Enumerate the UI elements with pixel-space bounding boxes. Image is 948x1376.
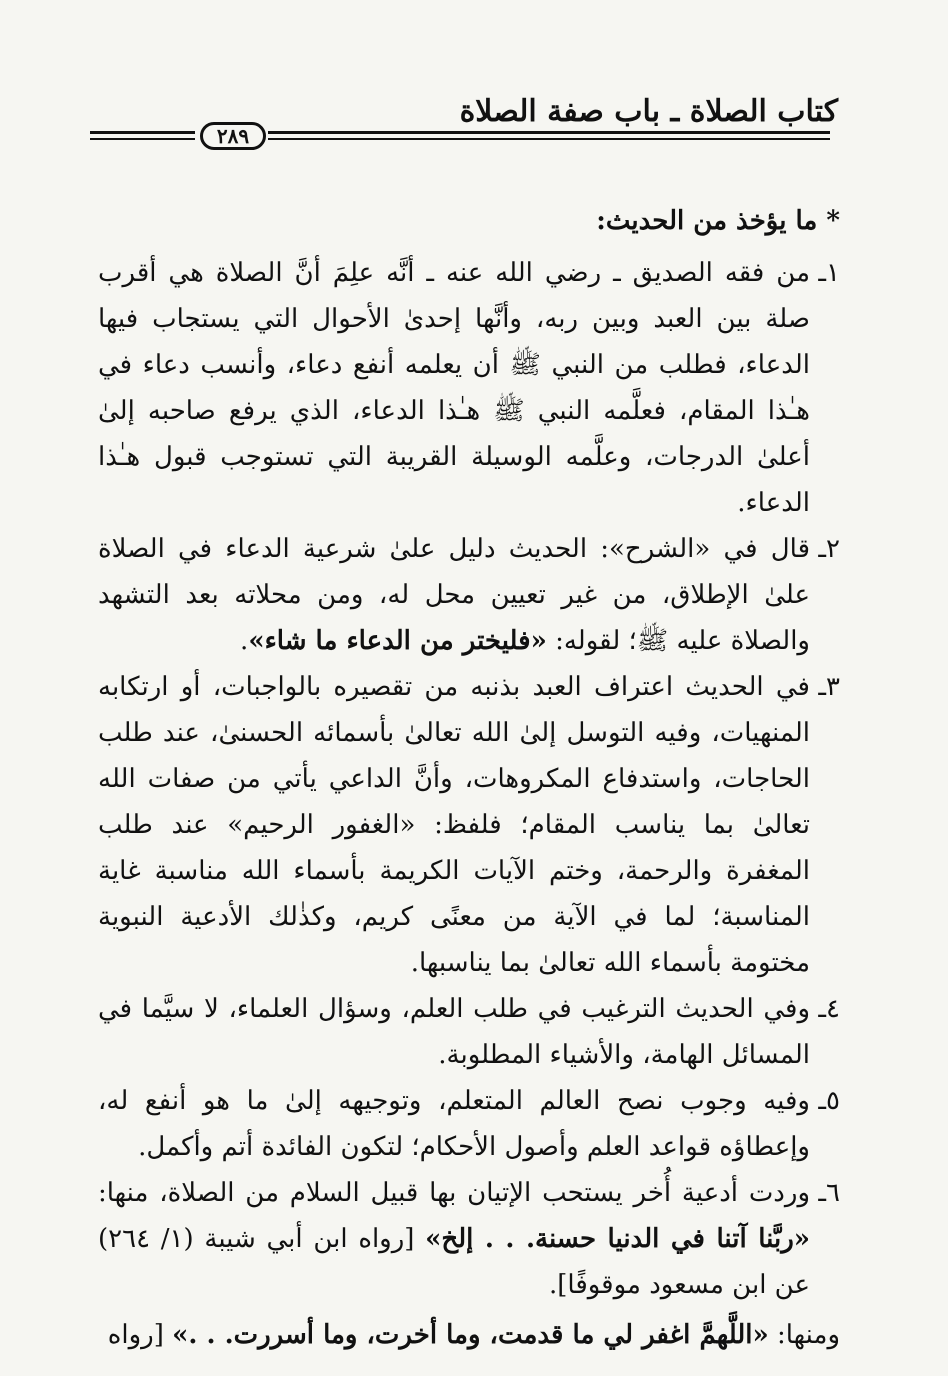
list-item bbox=[98, 664, 840, 986]
item-number: ٢ـ bbox=[818, 534, 840, 564]
running-title: كتاب الصلاة ـ باب صفة الصلاة bbox=[459, 94, 838, 129]
page-body bbox=[98, 198, 840, 1358]
item-number: ١ـ bbox=[818, 258, 840, 288]
tail-text: ومنها: bbox=[768, 1320, 840, 1350]
list-item bbox=[98, 526, 840, 664]
citation: [رواه bbox=[107, 1320, 173, 1350]
rule-left bbox=[90, 129, 195, 143]
list-item bbox=[98, 986, 840, 1078]
item-text: وفيه وجوب نصح العالم المتعلم، وتوجيهه إلىٰ ما هو أنفع له، وإعطاؤه قواعد العلم وأصول الأحكام؛ لتكون الفائدة أتم وأكمل. bbox=[98, 1086, 810, 1162]
item-text: وفي الحديث الترغيب في طلب العلم، وسؤال العلماء، لا سيَّما في المسائل الهامة، والأشياء المطلوبة. bbox=[98, 994, 810, 1070]
item-text: من فقه الصديق ـ رضي الله عنه ـ أنَّه علِمَ أنَّ الصلاة هي أقرب صلة بين العبد وبين ربه، وأنَّها إحدىٰ الأحوال التي يستجاب فيها الدعاء، فطلب من النبي ﷺ أن يعلمه أنفع دعاء، وأنسب دعاء في هـٰذا المقام، فعلَّمه النبي ﷺ هـٰذا الدعاء، الذي يرفع صاحبه إلىٰ أعلىٰ الدرجات، وعلَّمه الوسيلة القريبة التي تستوجب قبول هـٰذا الدعاء. bbox=[98, 258, 810, 518]
item-number: ٥ـ bbox=[818, 1086, 840, 1116]
dua-quote: «ربَّنا آتنا في الدنيا حسنة. . . إلخ» bbox=[425, 1224, 811, 1254]
list-item bbox=[98, 1170, 840, 1308]
page-number: ٢٨٩ bbox=[200, 122, 266, 150]
list-item bbox=[98, 1078, 840, 1170]
citation: [رواه ابن أبي شيبة (١/ ٢٦٤) عن ابن مسعود موقوفًا]. bbox=[98, 1224, 810, 1300]
item-number: ٣ـ bbox=[818, 672, 840, 702]
dua-quote: «اللَّهمَّ اغفر لي ما قدمت، وما أخرت، وما أسررت. . .» bbox=[172, 1320, 769, 1350]
item-number: ٦ـ bbox=[818, 1178, 840, 1208]
item-text: قال في «الشرح»: الحديث دليل علىٰ شرعية الدعاء في الصلاة علىٰ الإطلاق، من غير تعيين محل له، ومن محلاته بعد التشهد والصلاة عليه ﷺ؛ لقوله: bbox=[98, 534, 810, 656]
header-rule bbox=[90, 122, 830, 152]
list-item bbox=[98, 250, 840, 526]
item-text: وردت أدعية أُخر يستحب الإتيان بها قبيل السلام من الصلاة، منها: bbox=[98, 1178, 810, 1208]
item-number: ٤ـ bbox=[818, 994, 840, 1024]
hadith-quote: «فليختر من الدعاء ما شاء» bbox=[248, 626, 547, 656]
item-text: في الحديث اعتراف العبد بذنبه من تقصيره بالواجبات، أو ارتكابه المنهيات، وفيه التوسل إلىٰ الله تعالىٰ بأسمائه الحسنىٰ، عند طلب الحاجات، واستدفاع المكروهات، وأنَّ الداعي يأتي من صفات الله تعالىٰ بما يناسب المقام؛ فلفظ: «الغفور الرحيم» عند طلب المغفرة والرحمة، وختم الآيات الكريمة بأسماء الله مناسبة غاية المناسبة؛ لما في الآية من معنًى كريم، وكذٰلك الأدعية النبوية مختومة بأسماء الله تعالىٰ بما يناسبها. bbox=[98, 672, 810, 978]
item-text-end: . bbox=[240, 626, 249, 656]
rule-right bbox=[268, 129, 830, 143]
continuation-paragraph bbox=[98, 1312, 840, 1358]
section-heading: * ما يؤخذ من الحديث: bbox=[596, 206, 840, 236]
